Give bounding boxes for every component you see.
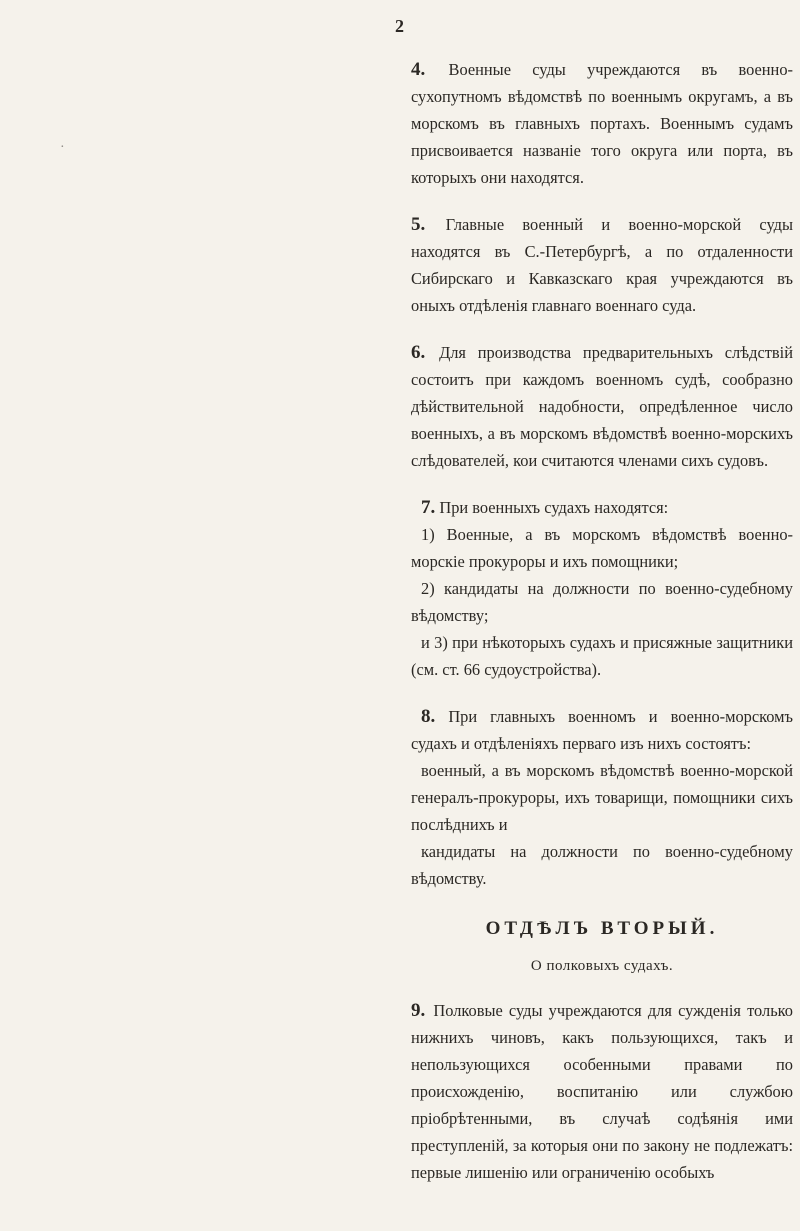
paper-speck: · bbox=[60, 140, 65, 155]
article-number: 8. bbox=[421, 706, 436, 727]
article-9 bbox=[411, 997, 793, 1186]
article-text: При военныхъ судахъ находятся: bbox=[439, 498, 669, 517]
article-number: 4. bbox=[411, 59, 426, 80]
article-number: 9. bbox=[411, 1000, 426, 1021]
article-number: 5. bbox=[411, 214, 426, 235]
text-column bbox=[411, 56, 793, 1206]
article-text: Главные военный и военно-морской суды находятся въ С.-Петербургѣ, а по отдаленности Сибирскаго и Кавказскаго края учреждаются въ оныхъ отдѣленія главнаго военнаго суда. bbox=[411, 215, 794, 315]
article-6 bbox=[411, 339, 793, 474]
article-text: Военные суды учреждаются въ военно-сухопутномъ вѣдомствѣ по военнымъ округамъ, а въ морскомъ въ главныхъ портахъ. Военнымъ судамъ присвоивается названіе того округа или порта, въ которыхъ они находятся. bbox=[411, 60, 793, 187]
article-number: 6. bbox=[411, 342, 426, 363]
article-5 bbox=[411, 211, 793, 319]
page-number: 2 bbox=[395, 16, 405, 36]
article-7-item: 2) кандидаты на должности по военно-судебному вѣдомству; bbox=[411, 579, 793, 625]
section-subtitle: О полковыхъ судахъ. bbox=[530, 958, 674, 974]
article-4 bbox=[411, 56, 793, 191]
article-7-intro bbox=[411, 494, 793, 521]
article-8 bbox=[411, 703, 793, 892]
article-8-intro bbox=[411, 703, 793, 757]
article-8-item: военный, а въ морскомъ вѣдомствѣ военно-морской генералъ-прокуроры, ихъ товарищи, помощники сихъ послѣднихъ и bbox=[411, 761, 793, 834]
article-text: Для производства предварительныхъ слѣдствій состоитъ при каждомъ военномъ судѣ, сообразно дѣйствительной надобности, опредѣленное число военныхъ, а въ морскомъ вѣдомствѣ военно-морскихъ слѣдователей, кои считаются членами сихъ судовъ. bbox=[411, 343, 793, 470]
section-title: ОТДѢЛЪ ВТОРЫЙ. bbox=[485, 918, 719, 939]
article-7-item: и 3) при нѣкоторыхъ судахъ и присяжные защитники (см. ст. 66 судоустройства). bbox=[411, 633, 793, 679]
article-text: Полковые суды учреждаются для сужденія только нижнихъ чиновъ, какъ пользующихся, такъ и непользующихся особенными правами по происхожденію, воспитанію или службою пріобрѣтенными, въ случаѣ содѣянія ими преступленій, за которыя они по закону не подлежатъ: первые лишенію или ограниченію особыхъ bbox=[411, 1001, 793, 1182]
article-number: 7. bbox=[421, 497, 436, 518]
article-8-item: кандидаты на должности по военно-судебному вѣдомству. bbox=[411, 842, 793, 888]
article-7 bbox=[411, 494, 793, 683]
article-7-item: 1) Военные, а въ морскомъ вѣдомствѣ военно-морскіе прокуроры и ихъ помощники; bbox=[411, 525, 793, 571]
article-text: При главныхъ военномъ и военно-морскомъ судахъ и отдѣленіяхъ перваго изъ нихъ состоятъ: bbox=[411, 707, 793, 753]
